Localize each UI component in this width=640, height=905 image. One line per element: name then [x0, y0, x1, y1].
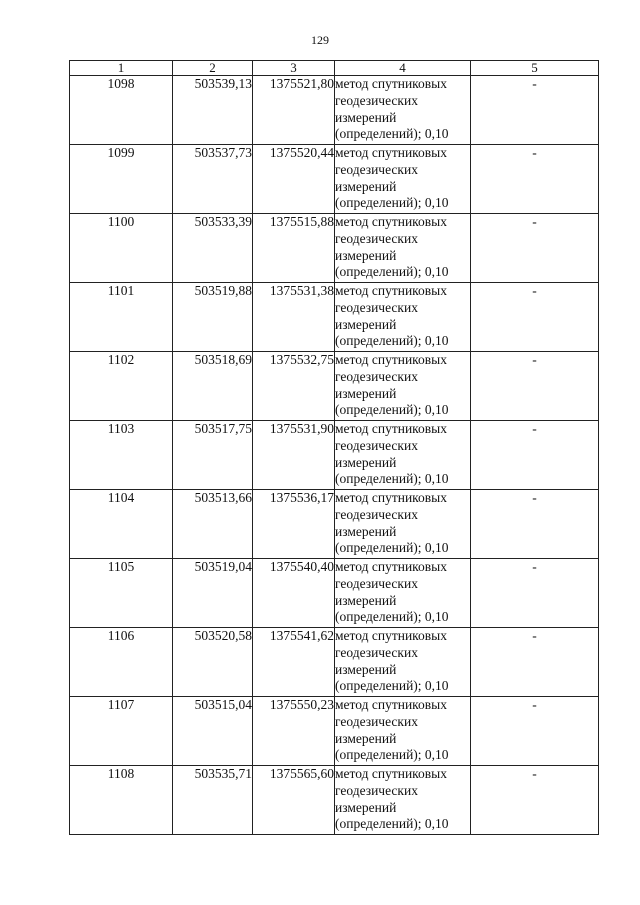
page-number: 129 — [311, 33, 329, 47]
note-cell: - — [471, 283, 599, 352]
method-cell — [335, 214, 471, 283]
method-line: (определений); 0,10 — [335, 264, 449, 280]
method-line: метод спутниковых — [335, 766, 447, 781]
coordinates-table — [69, 60, 599, 835]
x-coordinate-cell: 503519,88 — [173, 283, 253, 352]
method-line: измерений — [335, 730, 397, 746]
method-line: (определений); 0,10 — [335, 471, 449, 487]
method-line: метод спутниковых — [335, 628, 447, 643]
method-line: метод спутниковых — [335, 352, 447, 367]
point-number-cell: 1099 — [70, 145, 173, 214]
note-cell: - — [471, 628, 599, 697]
table-row — [70, 283, 599, 352]
note-cell: - — [471, 697, 599, 766]
header-col-4: 4 — [335, 61, 471, 76]
method-line: геодезических — [335, 92, 418, 108]
point-number-cell: 1098 — [70, 76, 173, 145]
method-line: измерений — [335, 592, 397, 608]
x-coordinate-cell: 503517,75 — [173, 421, 253, 490]
method-line: (определений); 0,10 — [335, 747, 449, 763]
x-coordinate-cell: 503535,71 — [173, 766, 253, 835]
method-line: измерений — [335, 385, 397, 401]
y-coordinate-cell: 1375541,62 — [253, 628, 335, 697]
note-cell: - — [471, 145, 599, 214]
method-line: измерений — [335, 454, 397, 470]
x-coordinate-cell: 503515,04 — [173, 697, 253, 766]
method-line: геодезических — [335, 299, 418, 315]
point-number-cell: 1106 — [70, 628, 173, 697]
method-line: геодезических — [335, 713, 418, 729]
method-cell — [335, 145, 471, 214]
note-cell: - — [471, 76, 599, 145]
method-line: (определений); 0,10 — [335, 678, 449, 694]
method-line: метод спутниковых — [335, 214, 447, 229]
x-coordinate-cell: 503518,69 — [173, 352, 253, 421]
method-line: метод спутниковых — [335, 697, 447, 712]
table-row — [70, 352, 599, 421]
method-line: метод спутниковых — [335, 421, 447, 436]
method-line: измерений — [335, 247, 397, 263]
method-line: геодезических — [335, 368, 418, 384]
table-row — [70, 628, 599, 697]
method-line: (определений); 0,10 — [335, 816, 449, 832]
table-row — [70, 490, 599, 559]
y-coordinate-cell: 1375540,40 — [253, 559, 335, 628]
x-coordinate-cell: 503533,39 — [173, 214, 253, 283]
point-number-cell: 1108 — [70, 766, 173, 835]
point-number-cell: 1103 — [70, 421, 173, 490]
method-line: геодезических — [335, 506, 418, 522]
method-line: геодезических — [335, 437, 418, 453]
method-line: (определений); 0,10 — [335, 333, 449, 349]
x-coordinate-cell: 503537,73 — [173, 145, 253, 214]
method-cell — [335, 766, 471, 835]
method-cell — [335, 283, 471, 352]
method-line: метод спутниковых — [335, 559, 447, 574]
header-row — [70, 61, 599, 76]
method-cell — [335, 559, 471, 628]
method-line: (определений); 0,10 — [335, 402, 449, 418]
point-number-cell: 1102 — [70, 352, 173, 421]
table-row — [70, 214, 599, 283]
table-row — [70, 559, 599, 628]
y-coordinate-cell: 1375550,23 — [253, 697, 335, 766]
table-body — [70, 76, 599, 835]
method-line: геодезических — [335, 782, 418, 798]
point-number-cell: 1107 — [70, 697, 173, 766]
point-number-cell: 1101 — [70, 283, 173, 352]
point-number-cell: 1104 — [70, 490, 173, 559]
y-coordinate-cell: 1375520,44 — [253, 145, 335, 214]
table-row — [70, 766, 599, 835]
x-coordinate-cell: 503513,66 — [173, 490, 253, 559]
method-cell — [335, 421, 471, 490]
table-header — [70, 61, 599, 76]
point-number-cell: 1105 — [70, 559, 173, 628]
method-cell — [335, 76, 471, 145]
y-coordinate-cell: 1375536,17 — [253, 490, 335, 559]
method-line: измерений — [335, 109, 397, 125]
method-line: геодезических — [335, 575, 418, 591]
note-cell: - — [471, 214, 599, 283]
x-coordinate-cell: 503519,04 — [173, 559, 253, 628]
method-cell — [335, 628, 471, 697]
table-row — [70, 697, 599, 766]
method-line: (определений); 0,10 — [335, 195, 449, 211]
note-cell: - — [471, 352, 599, 421]
point-number-cell: 1100 — [70, 214, 173, 283]
method-line: метод спутниковых — [335, 490, 447, 505]
y-coordinate-cell: 1375531,90 — [253, 421, 335, 490]
y-coordinate-cell: 1375515,88 — [253, 214, 335, 283]
method-line: геодезических — [335, 230, 418, 246]
y-coordinate-cell: 1375531,38 — [253, 283, 335, 352]
y-coordinate-cell: 1375565,60 — [253, 766, 335, 835]
note-cell: - — [471, 559, 599, 628]
method-line: (определений); 0,10 — [335, 540, 449, 556]
method-line: измерений — [335, 523, 397, 539]
method-line: метод спутниковых — [335, 76, 447, 91]
method-line: измерений — [335, 316, 397, 332]
header-col-5: 5 — [471, 61, 599, 76]
note-cell: - — [471, 421, 599, 490]
method-line: измерений — [335, 661, 397, 677]
table-row — [70, 421, 599, 490]
x-coordinate-cell: 503520,58 — [173, 628, 253, 697]
method-line: (определений); 0,10 — [335, 609, 449, 625]
y-coordinate-cell: 1375532,75 — [253, 352, 335, 421]
method-cell — [335, 697, 471, 766]
method-line: измерений — [335, 178, 397, 194]
note-cell: - — [471, 490, 599, 559]
x-coordinate-cell: 503539,13 — [173, 76, 253, 145]
table-row — [70, 145, 599, 214]
method-cell — [335, 490, 471, 559]
method-line: измерений — [335, 799, 397, 815]
note-cell: - — [471, 766, 599, 835]
table-row — [70, 76, 599, 145]
method-line: метод спутниковых — [335, 145, 447, 160]
method-line: метод спутниковых — [335, 283, 447, 298]
method-line: (определений); 0,10 — [335, 126, 449, 142]
method-line: геодезических — [335, 644, 418, 660]
y-coordinate-cell: 1375521,80 — [253, 76, 335, 145]
header-col-2: 2 — [173, 61, 253, 76]
header-col-1: 1 — [70, 61, 173, 76]
header-col-3: 3 — [253, 61, 335, 76]
method-line: геодезических — [335, 161, 418, 177]
method-cell — [335, 352, 471, 421]
